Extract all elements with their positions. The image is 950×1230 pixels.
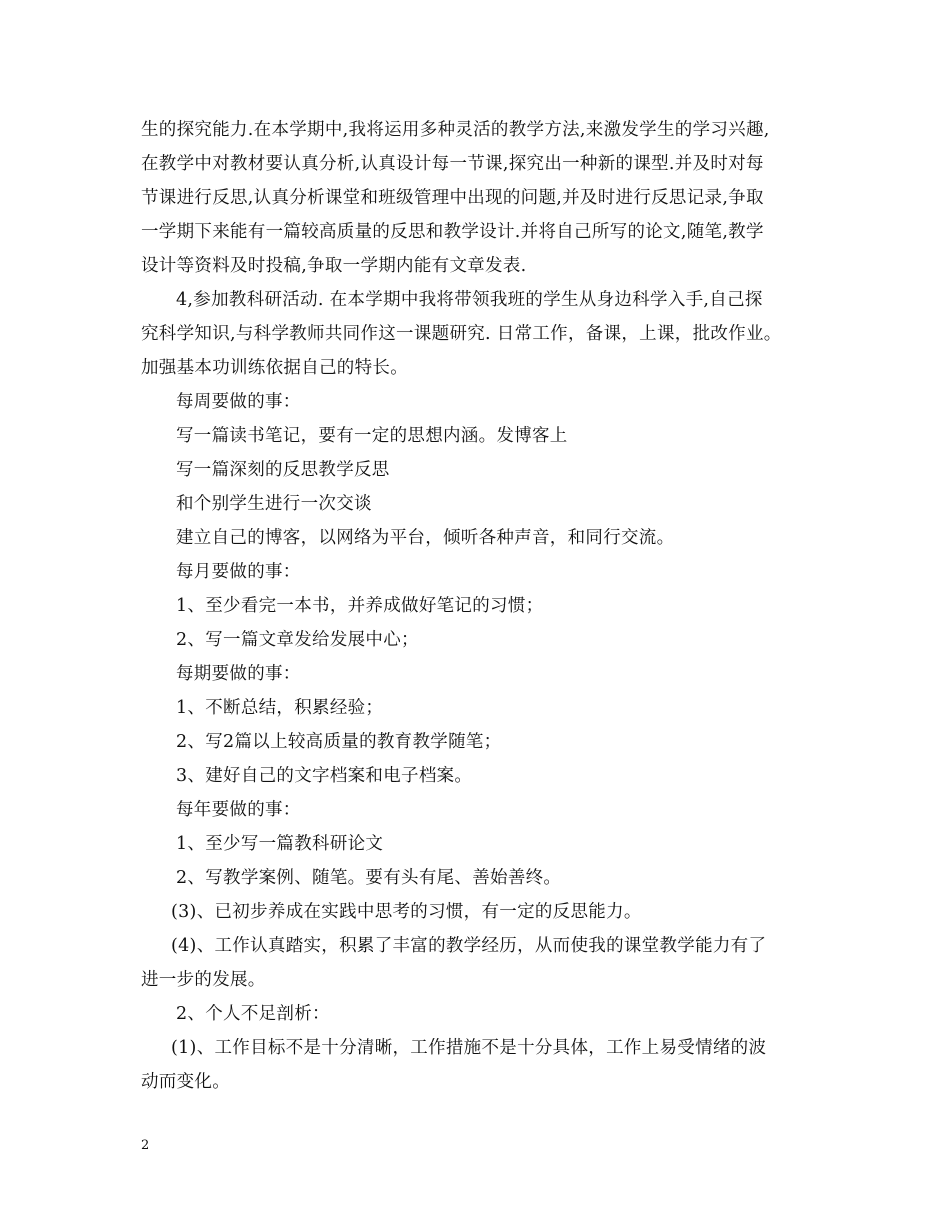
text-line: 进一步的发展。 [141, 970, 266, 990]
page-number: 2 [141, 1138, 150, 1153]
text-line: 3、建好自己的文字档案和电子档案。 [176, 766, 473, 786]
text-line: 写一篇深刻的反思教学反思 [176, 460, 390, 480]
text-line: 每年要做的事： [176, 800, 301, 820]
text-line: 节课进行反思,认真分析课堂和班级管理中出现的问题,并及时进行反思记录,争取 [141, 188, 764, 208]
text-line: 动而变化。 [141, 1072, 230, 1092]
text-line: 在教学中对教材要认真分析,认真设计每一节课,探究出一种新的课型.并及时对每 [141, 154, 764, 174]
text-line: 究科学知识,与科学教师共同作这一课题研究. 日常工作，备课，上课，批改作业。 [141, 324, 782, 344]
text-line: 1、至少写一篇教科研论文 [176, 834, 384, 854]
text-line: 一学期下来能有一篇较高质量的反思和教学设计.并将自己所写的论文,随笔,教学 [141, 222, 764, 242]
text-line: 加强基本功训练依据自己的特长。 [141, 358, 408, 378]
text-line: (4)、工作认真踏实，积累了丰富的教学经历，从而使我的课堂教学能力有了 [171, 936, 767, 956]
text-line: 生的探究能力.在本学期中,我将运用多种灵活的教学方法,来激发学生的学习兴趣, [141, 120, 770, 140]
text-line: 2、写2篇以上较高质量的教育教学随笔； [176, 732, 502, 752]
text-line: (1)、工作目标不是十分清晰，工作措施不是十分具体，工作上易受情绪的波 [171, 1038, 767, 1058]
text-line: 写一篇读书笔记，要有一定的思想内涵。发博客上 [176, 426, 568, 446]
text-line: 设计等资料及时投稿,争取一学期内能有文章发表. [141, 256, 527, 276]
text-line: 4,参加教科研活动. 在本学期中我将带领我班的学生从身边科学入手,自己探 [176, 290, 763, 310]
text-line: 2、写一篇文章发给发展中心； [176, 630, 419, 650]
text-line: 2、写教学案例、随笔。要有头有尾、善始善终。 [176, 868, 562, 888]
text-line: 建立自己的博客，以网络为平台，倾听各种声音，和同行交流。 [176, 528, 675, 548]
text-line: 每周要做的事： [176, 392, 301, 412]
text-line: 1、至少看完一本书，并养成做好笔记的习惯； [176, 596, 544, 616]
document-body [141, 113, 813, 1099]
text-line: 2、个人不足剖析： [176, 1004, 330, 1024]
text-line: (3)、已初步养成在实践中思考的习惯，有一定的反思能力。 [171, 902, 642, 922]
text-line: 每期要做的事： [176, 664, 301, 684]
text-line: 1、不断总结，积累经验； [176, 698, 384, 718]
text-line: 每月要做的事： [176, 562, 301, 582]
text-line: 和个别学生进行一次交谈 [176, 494, 372, 514]
